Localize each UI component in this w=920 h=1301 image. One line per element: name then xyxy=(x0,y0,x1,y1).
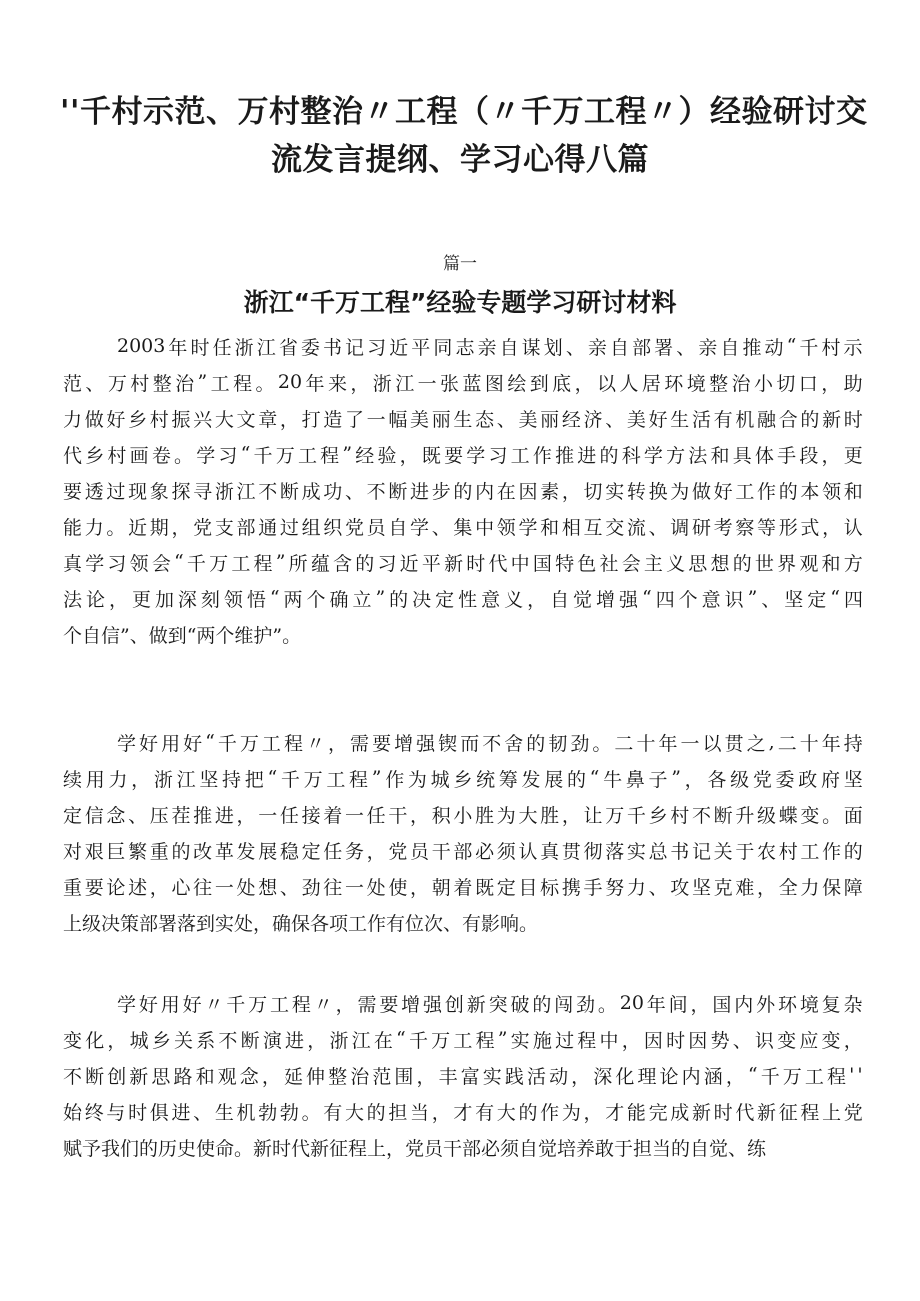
paragraph-line: 要 透 过 现 象 探 寻 浙 江 不 断 成 功 、 不 断 进 步 的 内 在 因 素 ， 切 实 转 换 为 做 好 工 作 的 本 领 和 xyxy=(63,480,863,503)
paragraph-line: 力 做 好 乡 村 振 兴 大 文 章 ， 打 造 了 一 幅 美 丽 生 态 、 美 丽 经 济 、 美 好 生 活 有 机 融 合 的 新 时 xyxy=(63,408,863,431)
paragraph-line: 对 艰 巨 繁 重 的 改 革 发 展 稳 定 任 务 ， 党 员 干 部 必 须 认 真 贯 彻 落 实 总 书 记 关 于 农 村 工 作 的 xyxy=(63,840,863,863)
paragraph xyxy=(63,985,863,1165)
paragraph xyxy=(63,724,863,940)
paragraph-line: 法 论 ， 更 加 深 刻 领 悟 “ 两 个 确 立 ” 的 决 定 性 意 义 ， 自 觉 增 强 “ 四 个 意 识 ” 、 坚 定 “ 四 xyxy=(63,587,863,611)
paragraph-line: 2003 年 时 任 浙 江 省 委 书 记 习 近 平 同 志 亲 自 谋 划 、 亲 自 部 署 、 亲 自 推 动 “ 千 村 示 xyxy=(117,335,863,359)
title-line: 流发言提纲、学习心得八篇 xyxy=(271,142,649,178)
paragraph xyxy=(63,328,863,652)
paragraph-line: 个自信”、做到“两个维护”。 xyxy=(63,624,302,647)
paragraph-line: 定 信 念 、 压 茬 推 进 ， 一 任 接 着 一 任 干 ， 积 小 胜 为 大 胜 ， 让 万 千 乡 村 不 断 升 级 蝶 变 。 面 xyxy=(63,804,863,827)
paragraph-line: 赋予我们的历史使命。新时代新征程上，党员干部必须自觉培养敢于担当的自觉、练 xyxy=(63,1137,767,1160)
section-title: 浙江“千万工程”经验专题学习研讨材料 xyxy=(243,288,677,317)
paragraph-line: 重 要 论 述 ， 心 往 一 处 想 、 劲 往 一 处 使 ， 朝 着 既 定 目 标 携 手 努 力 、 攻 坚 克 难 ， 全 力 保 障 xyxy=(63,876,863,899)
paragraph-line: 续 用 力 ， 浙 江 坚 持 把 “ 千 万 工 程 ” 作 为 城 乡 统 筹 发 展 的 “ 牛 鼻 子 ” ， 各 级 党 委 政 府 坚 xyxy=(63,767,863,791)
paragraph-line: 不 断 创 新 思 路 和 观 念 ， 延 伸 整 治 范 围 ， 丰 富 实 践 活 动 ， 深 化 理 论 内 涵 ， “ 千 万 工 程 ' ' xyxy=(63,1064,863,1088)
paragraph-line: 代 乡 村 画 卷 。 学 习 “ 千 万 工 程 ” 经 验 ， 既 要 学 习 工 作 推 进 的 科 学 方 法 和 具 体 手 段 ， 更 xyxy=(63,443,863,467)
title-line: ''千村示范、万村整治〃工程（〃千万工程〃）经验研讨交 xyxy=(60,94,868,130)
paragraph-line: 始 终 与 时 俱 进 、 生 机 勃 勃 。 有 大 的 担 当 ， 才 有 大 的 作 为 ， 才 能 完 成 新 时 代 新 征 程 上 党 xyxy=(63,1101,863,1124)
paragraph-line: 能 力 。 近 期 ， 党 支 部 通 过 组 织 党 员 自 学 、 集 中 领 学 和 相 互 交 流 、 调 研 考 察 等 形 式 ， 认 xyxy=(63,516,863,539)
paragraph-line: 学 好 用 好 〃 千 万 工 程 〃 ， 需 要 增 强 创 新 突 破 的 闯 劲 。 20 年 间 ， 国 内 外 环 境 复 杂 xyxy=(117,992,863,1016)
document-title xyxy=(60,88,868,184)
paragraph-line: 上级决策部署落到实处，确保各项工作有位次、有影响。 xyxy=(63,912,539,935)
paragraph-line: 变 化 ， 城 乡 关 系 不 断 演 进 ， 浙 江 在 “ 千 万 工 程 ” 实 施 过 程 中 ， 因 时 因 势 、 识 变 应 变 ， xyxy=(63,1028,863,1052)
paragraph-line: 学 好 用 好 “ 千 万 工 程 〃 ， 需 要 增 强 锲 而 不 舍 的 韧 劲 。 二 十 年 一 以 贯 之 , 二 十 年 持 xyxy=(117,731,863,755)
paragraph-line: 范 、 万 村 整 治 ” 工 程 。 20 年 来 ， 浙 江 一 张 蓝 图 绘 到 底 ， 以 人 居 环 境 整 治 小 切 口 ， 助 xyxy=(63,371,863,395)
paragraph-line: 真 学 习 领 会 “ 千 万 工 程 ” 所 蕴 含 的 习 近 平 新 时 代 中 国 特 色 社 会 主 义 思 想 的 世 界 观 和 方 xyxy=(63,551,863,575)
section-number: 篇一 xyxy=(443,254,477,274)
